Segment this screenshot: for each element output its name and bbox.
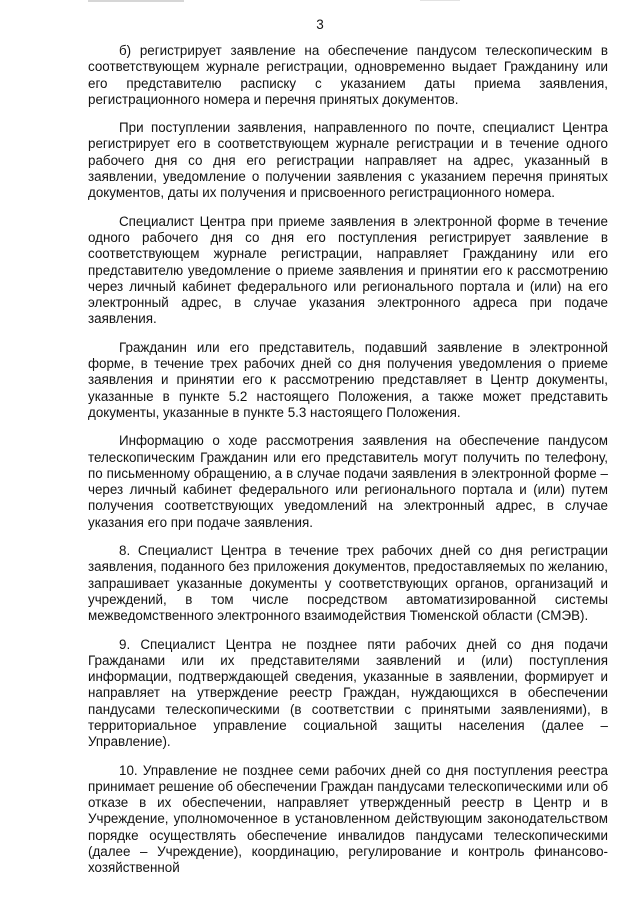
paragraph-item-9: 9. Специалист Центра не позднее пяти рабочих дней со дня подачи Гражданами или их представителями заявлений и (или) поступления информации, подтверждающей сведения, указанные в заявлении, формирует и направляет на утверждение реестр Граждан, нуждающихся в обеспечении пандусами телескопическими (в соответствии с принятыми заявлениями), в территориальное управление социальной защиты населения (далее – Управление). bbox=[88, 636, 608, 750]
paragraph-item-8: 8. Специалист Центра в течение трех рабочих дней со дня регистрации заявления, поданного без приложения документов, предоставляемых по желанию, запрашивает указанные документы у соответствующих органов, организаций и учреждений, в том числе посредством автоматизированной системы межведомственного электронного взаимодействия Тюменской области (СМЭВ). bbox=[88, 543, 608, 624]
scan-artifact bbox=[420, 0, 460, 1]
paragraph-item-10: 10. Управление не позднее семи рабочих дней со дня поступления реестра принимает решение об обеспечении Граждан пандусами телескопическими или об отказе в их обеспечении, направляет утвержденный реестр в Центр и в Учреждение, уполномоченное в установленном действующим законодательством порядке осуществлять обеспечение инвалидов пандусами телескопическими (далее – Учреждение), координацию, регулирование и контроль финансово-хозяйственной bbox=[88, 762, 608, 876]
paragraph-registration-journal: б) регистрирует заявление на обеспечение пандусом телескопическим в соответствующем журнале регистрации, одновременно выдает Гражданину или его представителю расписку с указанием даты приема заявления, регистрационного номера и перечня принятых документов. bbox=[88, 43, 608, 107]
page-number: 3 bbox=[316, 17, 324, 32]
document-body bbox=[88, 43, 608, 877]
paragraph-status-information: Информацию о ходе рассмотрения заявления на обеспечение пандусом телескопическим Гражданин или его представитель могут получить по телефону, по письменному обращению, а в случае подачи заявления в электронной форме – через личный кабинет федерального или регионального портала и (или) путем получения соответствующих уведомлений на электронный адрес, в случае указания его при подаче заявления. bbox=[88, 433, 608, 530]
paragraph-postal-application: При поступлении заявления, направленного по почте, специалист Центра регистрирует его в соответствующем журнале регистрации и в течение одного рабочего дня со дня его регистрации направляет на адрес, указанный в заявлении, уведомление о получении заявления с указанием перечня принятых документов, даты их получения и присвоенного регистрационного номера. bbox=[88, 120, 608, 201]
paragraph-documents-submission: Гражданин или его представитель, подавший заявление в электронной форме, в течение трех рабочих дней со дня получения уведомления о приеме заявления и принятии его к рассмотрению представляет в Центр документы, указанные в пункте 5.2 настоящего Положения, а также может представить документы, указанные в пункте 5.3 настоящего Положения. bbox=[88, 339, 608, 420]
scan-artifact bbox=[88, 0, 184, 2]
paragraph-electronic-application: Специалист Центра при приеме заявления в электронной форме в течение одного рабочего дня со дня его поступления регистрирует заявление в соответствующем журнале регистрации, направляет Гражданину или его представителю уведомление о приеме заявления и принятии его к рассмотрению через личный кабинет федерального или регионального портала и (или) на его электронный адрес, в случае указания электронного адреса при подаче заявления. bbox=[88, 213, 608, 327]
